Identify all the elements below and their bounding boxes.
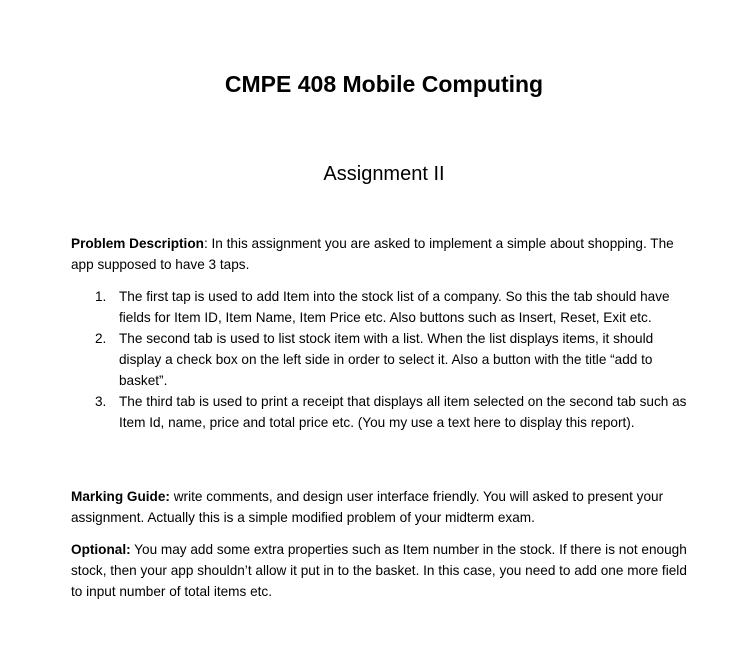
- document-title: CMPE 408 Mobile Computing: [224, 71, 544, 97]
- task-text: The third tab is used to print a receipt that displays all item selected on the second tab such as Item Id, name, price and total price etc. (You my use a text here to display this report).: [119, 394, 687, 430]
- task-number: 2.: [95, 331, 107, 346]
- problem-description: [71, 233, 691, 275]
- task-number: 3.: [95, 394, 107, 409]
- task-item: [95, 391, 691, 433]
- marking-guide-lead: Marking Guide:: [71, 489, 170, 504]
- task-text: The first tap is used to add Item into the stock list of a company. So this the tab should have fields for Item ID, Item Name, Item Price etc. Also buttons such as Insert, Reset, Exit etc.: [119, 289, 670, 325]
- problem-description-text: : In this assignment you are asked to implement a simple about shopping. The app supposed to have 3 taps.: [71, 236, 674, 272]
- task-list: [95, 286, 691, 433]
- marking-guide-text: write comments, and design user interface friendly. You will asked to present your assignment. Actually this is a simple modified problem of your midterm exam.: [71, 489, 664, 525]
- problem-description-lead: Problem Description: [71, 236, 204, 251]
- document-subtitle: Assignment II: [323, 163, 445, 185]
- marking-guide: [71, 486, 691, 528]
- task-item: [95, 328, 691, 391]
- optional-section: [71, 539, 691, 602]
- task-text: The second tab is used to list stock item with a list. When the list displays items, it should display a check box on the left side in order to select it. Also a button with the title “add to basket”.: [119, 331, 654, 388]
- optional-text: You may add some extra properties such as Item number in the stock. If there is not enough stock, then your app shouldn’t allow it put in to the basket. In this case, you need to add one more field to input number of total items etc.: [71, 542, 687, 599]
- task-number: 1.: [95, 289, 107, 304]
- optional-lead: Optional:: [71, 542, 131, 557]
- task-item: [95, 286, 691, 328]
